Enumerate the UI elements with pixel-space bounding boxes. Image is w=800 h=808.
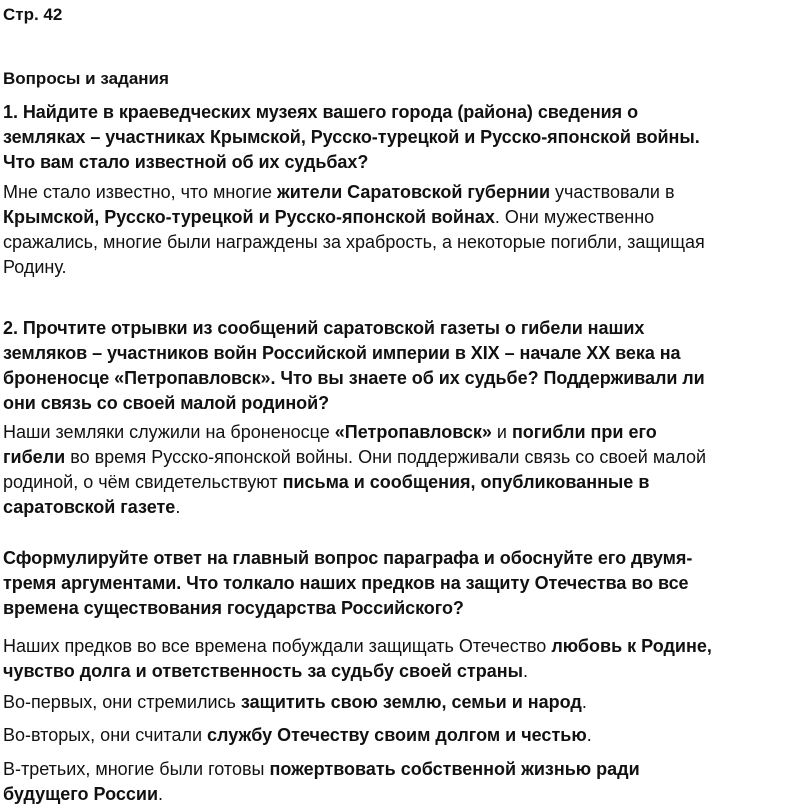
answer-highlight: чувство долга и ответственность за судьбу своей страны [3, 661, 523, 681]
answer-1 [3, 180, 705, 280]
answer-text: . [581, 692, 587, 712]
answer-highlight: письма и сообщения, опубликованные в [282, 472, 650, 492]
answer-text: Во-вторых, они считали [3, 725, 208, 745]
answer-highlight: будущего России [3, 784, 159, 804]
question-2-line: 2. Прочтите отрывки из сообщений саратовской газеты о гибели наших [3, 318, 645, 338]
answer-highlight: гибели [3, 447, 66, 467]
answer-text: участвовали в [550, 182, 675, 202]
answer-highlight: Крымской, Русско-турецкой и Русско-японской войнах [3, 207, 495, 227]
answer-2-line [3, 420, 706, 445]
argument-2 [3, 723, 592, 748]
question-2-line: броненосце «Петропавловск». Что вы знаете об их судьбе? Поддерживали ли [3, 368, 705, 388]
argument-3-line [3, 782, 640, 807]
answer-highlight: любовь к Родине, [551, 636, 712, 656]
answer-highlight: пожертвовать собственной жизнью ради [269, 759, 640, 779]
question-2-line: они связь со своей малой родиной? [3, 393, 330, 413]
question-3-line: времена существования государства Российского? [3, 598, 464, 618]
answer-highlight: жители Саратовской губернии [276, 182, 551, 202]
answer-highlight: «Петропавловск» [334, 422, 492, 442]
answer-2-line [3, 470, 706, 495]
answer-text: . [175, 497, 181, 517]
answer-text: Во-первых, они стремились [3, 692, 241, 712]
answer-highlight: защитить свою землю, семьи и народ [240, 692, 582, 712]
answer-highlight: саратовской газете [3, 497, 176, 517]
answer-2 [3, 420, 706, 520]
argument-1 [3, 690, 587, 715]
answer-2-line [3, 445, 706, 470]
answer-text: и [491, 422, 512, 442]
answer-3-line [3, 659, 712, 684]
argument-3 [3, 757, 640, 807]
answer-text: . [522, 661, 528, 681]
answer-text: . [158, 784, 164, 804]
question-1-line: 1. Найдите в краеведческих музеях вашего города (района) сведения о [3, 102, 639, 122]
answer-text: родиной, о чём свидетельствуют [3, 472, 283, 492]
answer-highlight: службу Отечеству своим долгом и честью [207, 725, 587, 745]
answer-1-line [3, 205, 705, 230]
answer-1-line: Родину. [3, 257, 67, 277]
answer-highlight: погибли при его [511, 422, 657, 442]
answer-text: во время Русско-японской войны. Они поддерживали связь со своей малой [65, 447, 707, 467]
argument-1-line [3, 690, 587, 715]
answer-text: . Они мужественно [494, 207, 655, 227]
answer-2-line [3, 495, 706, 520]
answer-1-line [3, 180, 705, 205]
question-2 [3, 316, 705, 416]
question-2-line: земляков – участников войн Российской империи в XIX – начале XX века на [3, 343, 681, 363]
argument-3-line [3, 757, 640, 782]
question-1 [3, 100, 700, 175]
answer-3-intro [3, 634, 712, 684]
question-1-line: Что вам стало известной об их судьбах? [3, 152, 369, 172]
question-3 [3, 546, 692, 621]
answer-text: В-третьих, многие были готовы [3, 759, 270, 779]
answer-text: Наши земляки служили на броненосце [3, 422, 335, 442]
answer-3-line [3, 634, 712, 659]
answer-text: Наших предков во все времена побуждали защищать Отечество [3, 636, 552, 656]
page-number: Стр. 42 [3, 5, 63, 24]
answer-text: . [586, 725, 592, 745]
argument-2-line [3, 723, 592, 748]
question-3-line: тремя аргументами. Что толкало наших предков на защиту Отечества во все [3, 573, 689, 593]
answer-1-line: сражались, многие были награждены за храбрость, а некоторые погибли, защищая [3, 232, 705, 252]
section-title: Вопросы и задания [3, 69, 169, 88]
answer-text: Мне стало известно, что многие [3, 182, 277, 202]
question-3-line: Сформулируйте ответ на главный вопрос параграфа и обоснуйте его двумя- [3, 548, 693, 568]
question-1-line: земляках – участниках Крымской, Русско-турецкой и Русско-японской войны. [3, 127, 700, 147]
